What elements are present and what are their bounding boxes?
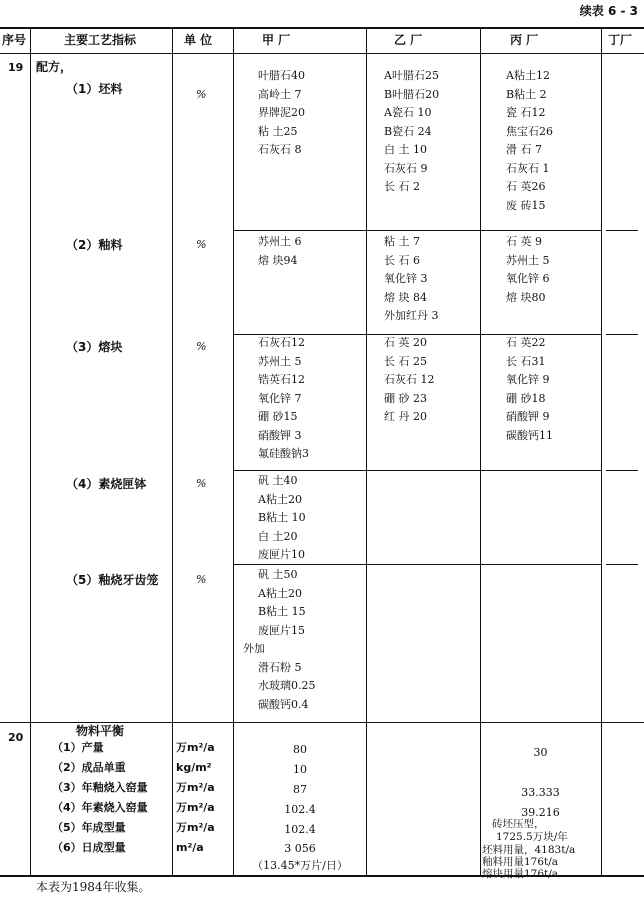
col-rule-jia	[366, 27, 367, 877]
ding-dash-4	[606, 564, 638, 565]
header-jia: 甲 厂	[262, 33, 291, 47]
header-seq: 序号	[2, 33, 27, 47]
row19-item2-yi: 粘 土 7 长 石 6 氧化锌 3 熔 块 84 外加红丹 3	[384, 235, 439, 322]
row19-item4-unit: %	[196, 477, 207, 490]
header-unit: 单 位	[184, 33, 213, 47]
row19-title: 配方，	[36, 60, 73, 74]
col-rule-bing	[601, 27, 602, 877]
row19-item1-label: （1）坯料	[66, 82, 123, 96]
sub-rule-3	[233, 470, 601, 471]
row19-item1-unit: %	[196, 88, 207, 101]
row20-labels: （1）产量 （2）成品单重 （3）年釉烧入窑量 （4）年素烧入窑量 （5）年成型量 （6）日成型量	[52, 741, 148, 854]
row19-item2-bing: 石 英 9 苏州土 5 氧化锌 6 熔 块80	[506, 235, 550, 304]
row19-item4-jia: 矾 土40 A粘土20 B粘土 10 白 土20 废匣片10	[258, 474, 306, 561]
row20-jia-values: 80 10 87 102.4 102.4 3 056 （13.45*万片/日）	[252, 743, 348, 872]
row20-units: 万m²/a kg/m² 万m²/a 万m²/a 万m²/a m²/a	[176, 741, 215, 854]
row20-title: 物料平衡	[76, 724, 125, 738]
ding-dash-2	[606, 334, 638, 335]
row19-item3-unit: %	[196, 340, 207, 353]
row20-bing-output: 30	[533, 746, 548, 759]
ding-dash-3	[606, 470, 638, 471]
row19-item1-bing: A粘土12 B粘土 2 瓷 石12 焦宝石26 滑 石 7 石灰石 1 石 英26 废 砖15	[506, 69, 553, 212]
header-ding: 丁厂	[608, 33, 633, 47]
col-rule-indicator	[172, 27, 173, 877]
row19-seq: 19	[8, 61, 24, 74]
row19-item3-yi: 石 英 20 长 石 25 石灰石 12 硼 砂 23 红 丹 20	[384, 336, 435, 423]
row20-bing-glaze-kiln: 33.333	[521, 786, 560, 799]
row19-item2-jia: 苏州土 6 熔 块94	[258, 235, 302, 267]
header-bing: 丙 厂	[510, 33, 539, 47]
header-indicator: 主要工艺指标	[64, 33, 137, 47]
col-rule-seq	[30, 27, 31, 877]
row19-bottom-rule	[0, 722, 644, 723]
row20-bing-notes: 砖坯压型， 1725.5万块/年 坯料用量，4183t/a 釉料用量176t/a 熔块用量176t/a	[482, 818, 576, 880]
row19-item2-unit: %	[196, 238, 207, 251]
row19-item2-label: （2）釉料	[66, 238, 123, 252]
row19-item3-jia: 石灰石12 苏州土 5 锆英石12 氧化锌 7 硼 砂15 硝酸钾 3 氟硅酸钠3	[258, 336, 309, 460]
footnote: 本表为1984年收集。	[36, 880, 151, 894]
row19-item5-label: （5）釉烧牙齿笼	[66, 573, 159, 587]
row19-item5-jia: 矾 土50 A粘土20 B粘土 15 废匣片15 外加 滑石粉 5 水玻璃0.25 碳酸钙0.4	[243, 568, 316, 711]
row19-item1-yi: A叶腊石25 B叶腊石20 A瓷石 10 B瓷石 24 白 土 10 石灰石 9 长 石 2	[384, 69, 440, 193]
row20-bing-bisque-kiln: 39.216	[521, 806, 560, 819]
row19-item3-label: （3）熔块	[66, 340, 123, 354]
header-yi: 乙 厂	[394, 33, 423, 47]
row19-item3-bing: 石 英22 长 石31 氧化锌 9 硼 砂18 硝酸钾 9 碳酸钙11	[506, 336, 553, 442]
ding-dash-1	[606, 230, 638, 231]
row19-item5-unit: %	[196, 573, 207, 586]
continued-table-label: 续表 6 - 3	[579, 4, 638, 18]
sub-rule-1	[233, 230, 601, 231]
row19-item1-jia: 叶腊石40 高岭土 7 界牌泥20 粘 土25 石灰石 8	[258, 69, 305, 156]
header-bottom-rule	[0, 53, 644, 54]
row20-seq: 20	[8, 731, 24, 744]
table-top-rule	[0, 27, 644, 29]
row19-item4-label: （4）素烧匣钵	[66, 477, 147, 491]
